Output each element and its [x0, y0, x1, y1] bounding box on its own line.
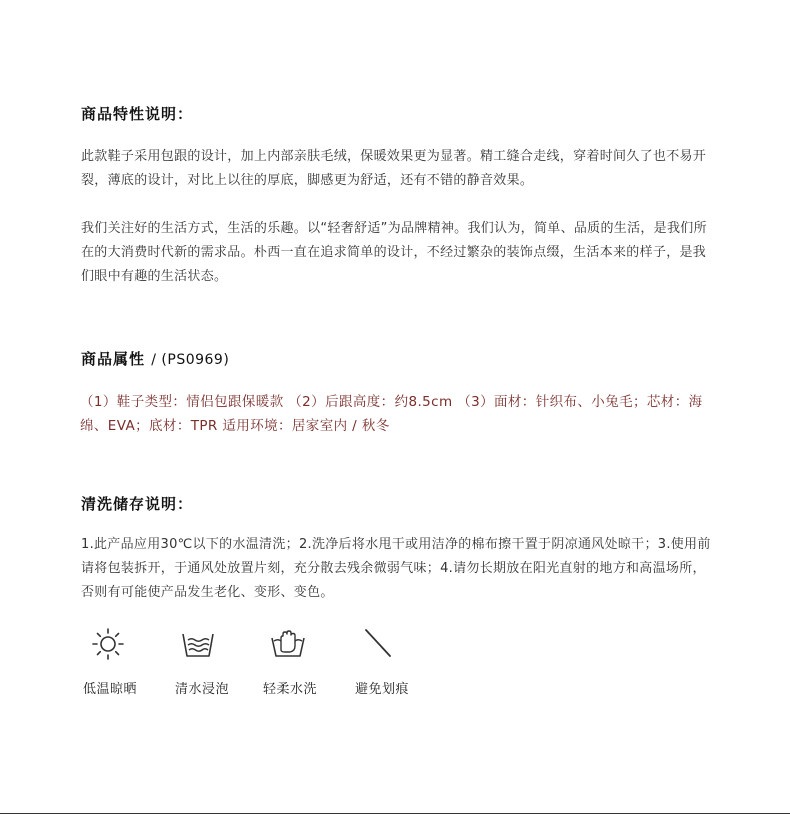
features-paragraph-1: 此款鞋子采用包跟的设计，加上内部亲肤毛绒，保暖效果更为显著。精工缝合走线，穿着时间久了也不易开裂，薄底的设计，对比上以往的厚底，脚感更为舒适，还有不错的静音效果。 [81, 149, 707, 188]
bottom-divider [0, 813, 790, 814]
care-item-soak [168, 626, 230, 697]
hand-wash-icon [268, 626, 308, 662]
attributes-code: / (PS0969) [151, 352, 230, 368]
diagonal-line-icon [358, 626, 398, 662]
care-title: 清洗储存说明： [81, 495, 194, 513]
attributes-title [81, 348, 229, 369]
care-label-4: 避免划痕 [355, 682, 410, 697]
care-label-3: 轻柔水洗 [263, 682, 318, 697]
care-icons-row [78, 626, 458, 706]
features-title: 商品特性说明： [81, 105, 194, 123]
care-item-low-temp-dry [78, 626, 138, 697]
care-label-1: 低温晾晒 [83, 682, 138, 697]
attributes-list: （1）鞋子类型：情侣包跟保暖款 （2）后跟高度：约8.5cm （3）面材：针织布、小兔毛；芯材：海绵、EVA；底材：TPR 适用环境：居家室内 / 秋冬 [80, 394, 703, 434]
care-item-avoid-scratch [348, 626, 410, 697]
care-item-gentle-wash [258, 626, 318, 697]
sun-icon [88, 626, 128, 662]
water-basin-icon [178, 626, 218, 662]
features-paragraph-2: 我们关注好的生活方式，生活的乐趣。以“轻奢舒适”为品牌精神。我们认为，简单、品质的生活，是我们所在的大消费时代新的需求品。朴西一直在追求简单的设计，不经过繁杂的装饰点缀，生活本来的样子，是我们眼中有趣的生活状态。 [81, 221, 707, 284]
attributes-title-text: 商品属性 [81, 350, 146, 368]
care-instructions: 1.此产品应用30℃以下的水温清洗；2.洗净后将水甩干或用洁净的棉布擦干置于阴凉通风处晾干；3.使用前请将包装拆开，于通风处放置片刻，充分散去残余微弱气味；4.请勿长期放在阳光直射的地方和高温场所，否则有可能使产品发生老化、变形、变色。 [81, 537, 711, 600]
care-label-2: 清水浸泡 [175, 682, 230, 697]
